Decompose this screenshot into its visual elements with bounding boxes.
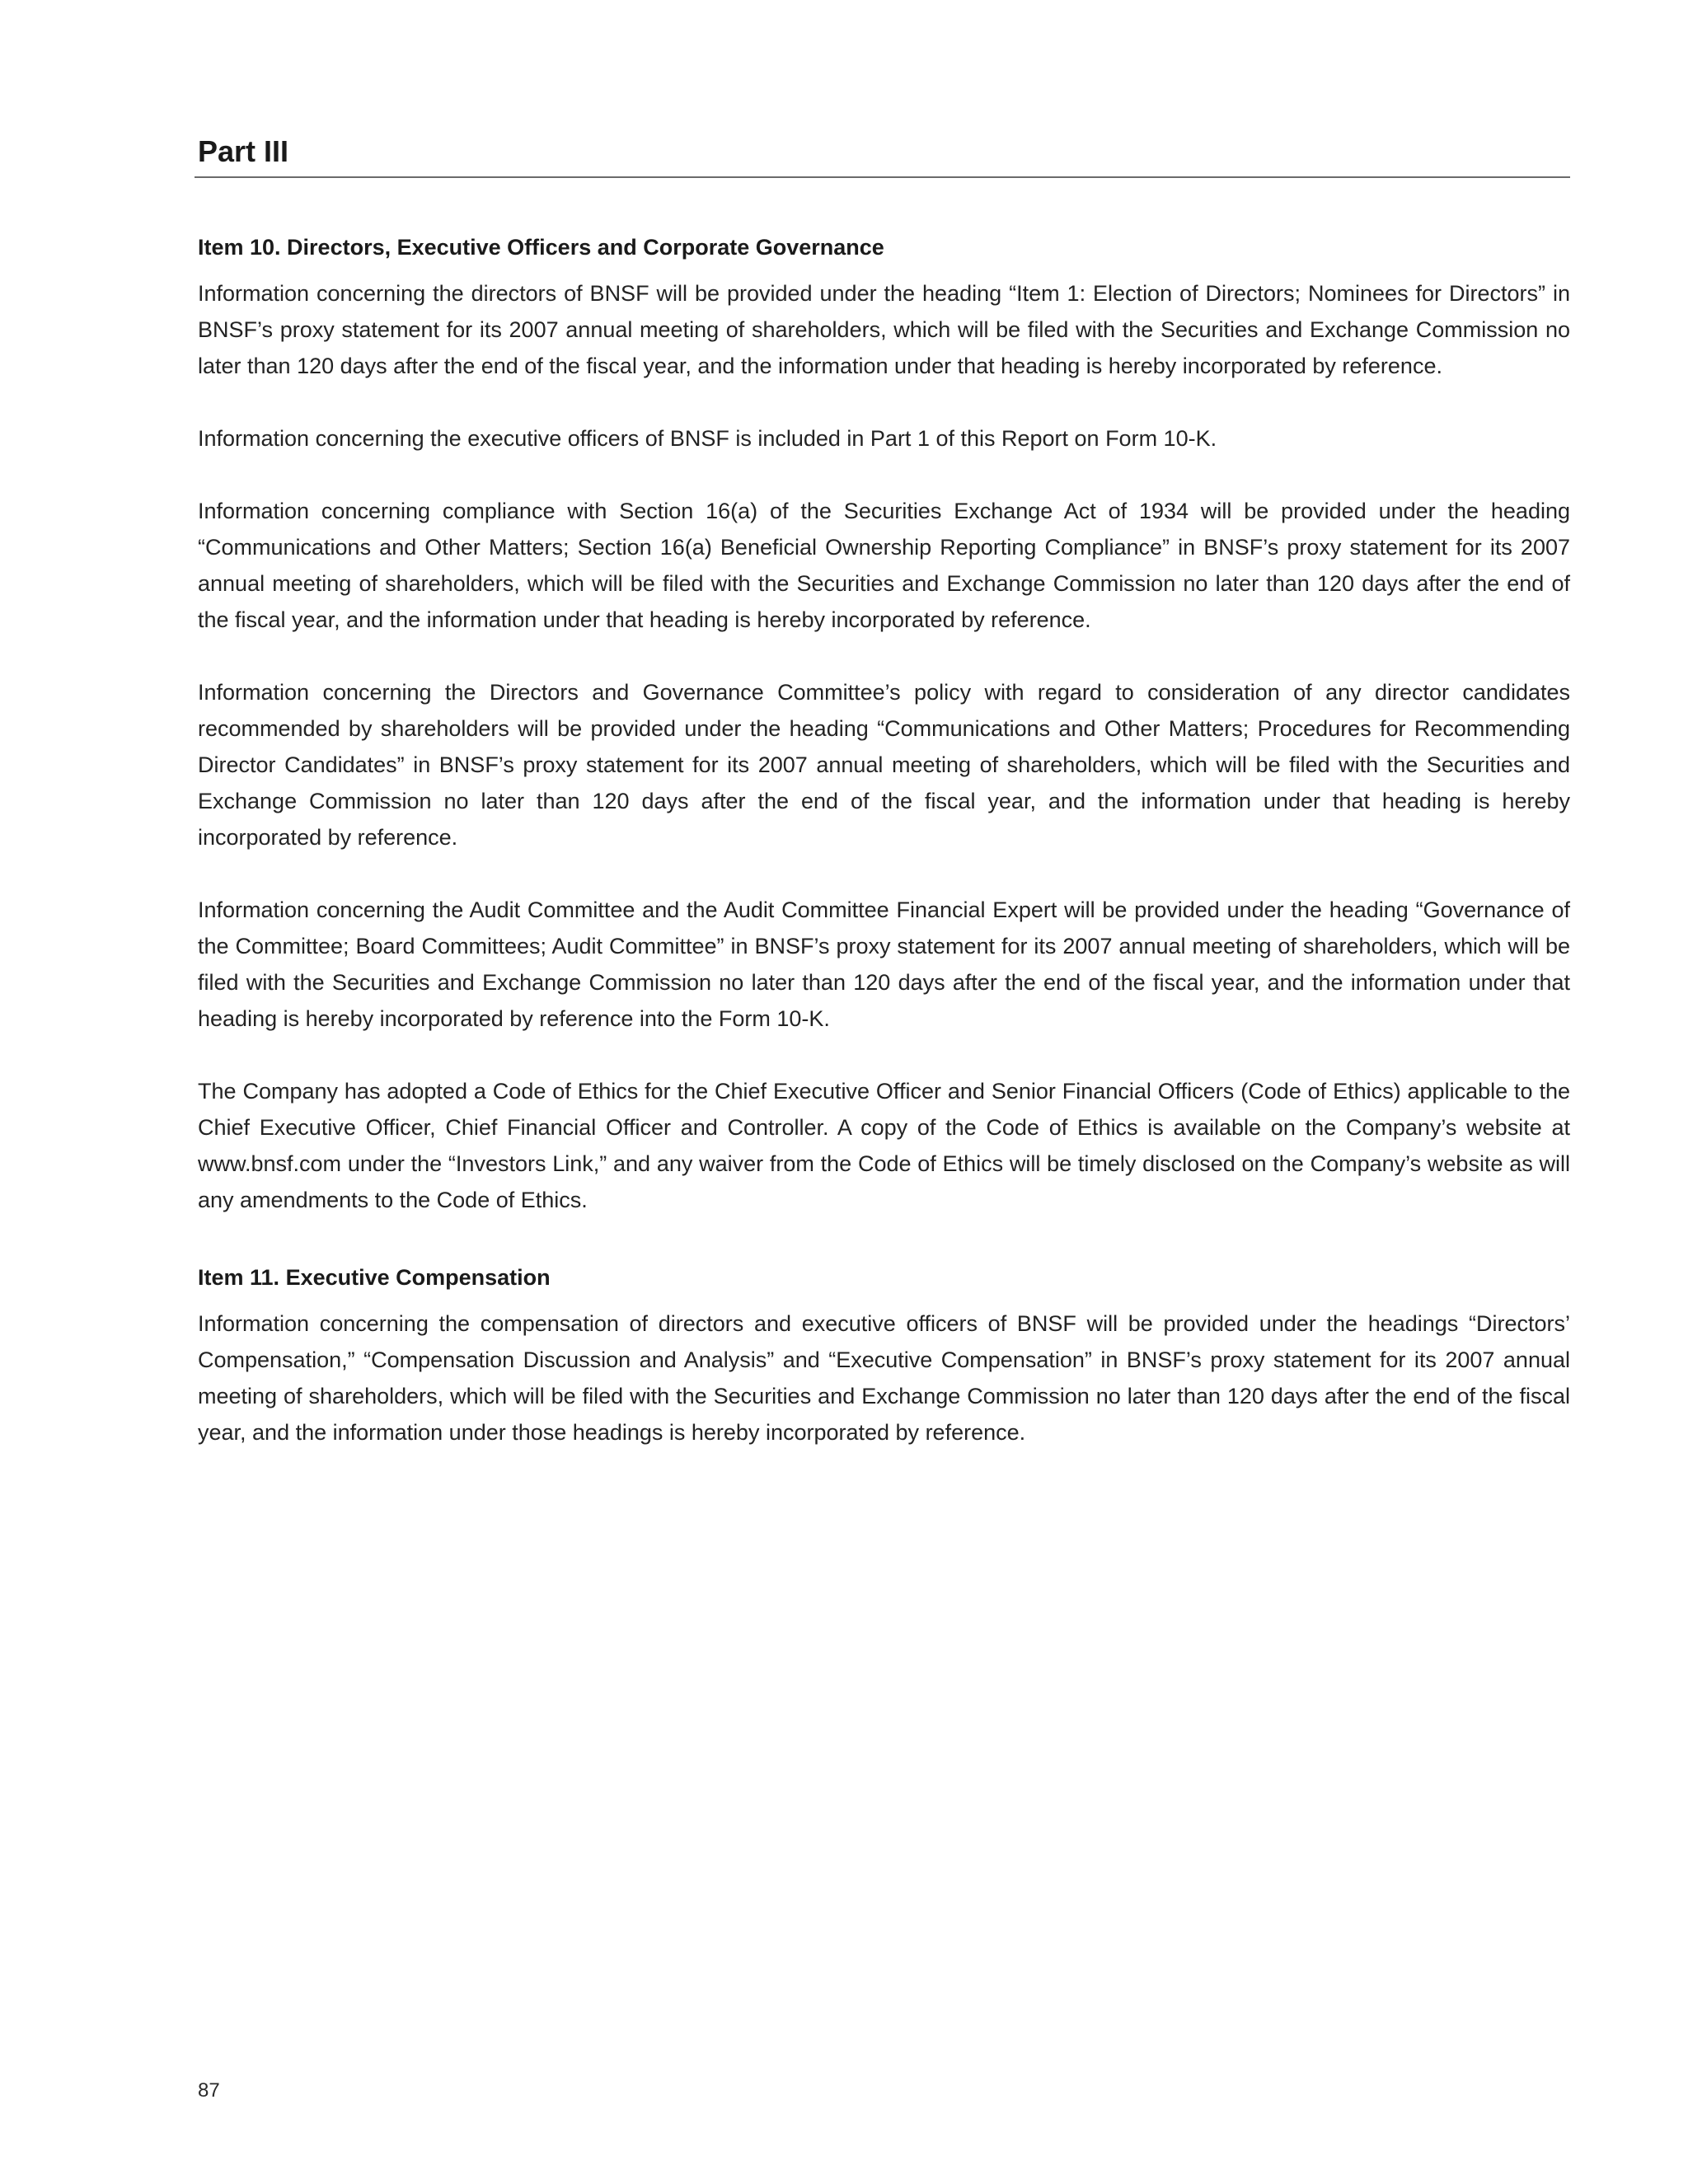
item-10-paragraph-audit-committee: Information concerning the Audit Committee and the Audit Committee Financial Expert will be provided under the heading “Governance of the Committee; Board Committees; Audit Committee” in BNSF’s proxy statement for its 2007 annual meeting of shareholders, which will be filed with the Securities and Exchange Commission no later than 120 days after the end of the fiscal year, and the information under that heading is hereby incorporated by reference into the Form 10-K. [198,898,1570,1031]
part-title: Part III [198,134,289,168]
item-10-heading: Item 10. Directors, Executive Officers and Corporate Governance [198,235,884,260]
item-10-section [198,231,1570,1218]
item-10-paragraph-section-16a: Information concerning compliance with Section 16(a) of the Securities Exchange Act of 1934 will be provided under the heading “Communications and Other Matters; Section 16(a) Beneficial Ownership Reporting Compliance” in BNSF’s proxy statement for its 2007 annual meeting of shareholders, which will be filed with the Securities and Exchange Commission no later than 120 days after the end of the fiscal year, and the information under that heading is hereby incorporated by reference. [198,499,1570,632]
item-10-paragraph-executive-officers: Information concerning the executive officers of BNSF is included in Part 1 of this Report on Form 10-K. [198,426,1217,451]
item-11-heading: Item 11. Executive Compensation [198,1265,551,1290]
item-11-section [198,1261,1570,1451]
item-10-paragraph-governance-committee: Information concerning the Directors and Governance Committee’s policy with regard to consideration of any director candidates recommended by shareholders will be provided under the heading “Communications and Other Matters; Procedures for Recommending Director Candidates” in BNSF’s proxy statement for its 2007 annual meeting of shareholders, which will be filed with the Securities and Exchange Commission no later than 120 days after the end of the fiscal year, and the information under that heading is hereby incorporated by reference. [198,680,1570,850]
page-number: 87 [198,2079,220,2102]
item-11-paragraph-compensation: Information concerning the compensation of directors and executive officers of BNSF will be provided under the headings “Directors’ Compensation,” “Compensation Discussion and Analysis” and “Executive Compensation” in BNSF’s proxy statement for its 2007 annual meeting of shareholders, which will be filed with the Securities and Exchange Commission no later than 120 days after the end of the fiscal year, and the information under those headings is hereby incorporated by reference. [198,1311,1570,1445]
item-10-paragraph-code-of-ethics: The Company has adopted a Code of Ethics for the Chief Executive Officer and Senior Financial Officers (Code of Ethics) applicable to the Chief Executive Officer, Chief Financial Officer and Controller. A copy of the Code of Ethics is available on the Company’s website at www.bnsf.com under the “Investors Link,” and any waiver from the Code of Ethics will be timely disclosed on the Company’s website as will any amendments to the Code of Ethics. [198,1079,1570,1212]
document-page [198,132,1570,1451]
item-10-paragraph-directors: Information concerning the directors of BNSF will be provided under the heading “Item 1: Election of Directors; Nominees for Directors” in BNSF’s proxy statement for its 2007 annual meeting of shareholders, which will be filed with the Securities and Exchange Commission no later than 120 days after the end of the fiscal year, and the information under that heading is hereby incorporated by reference. [198,281,1570,378]
part-divider [195,176,1570,178]
